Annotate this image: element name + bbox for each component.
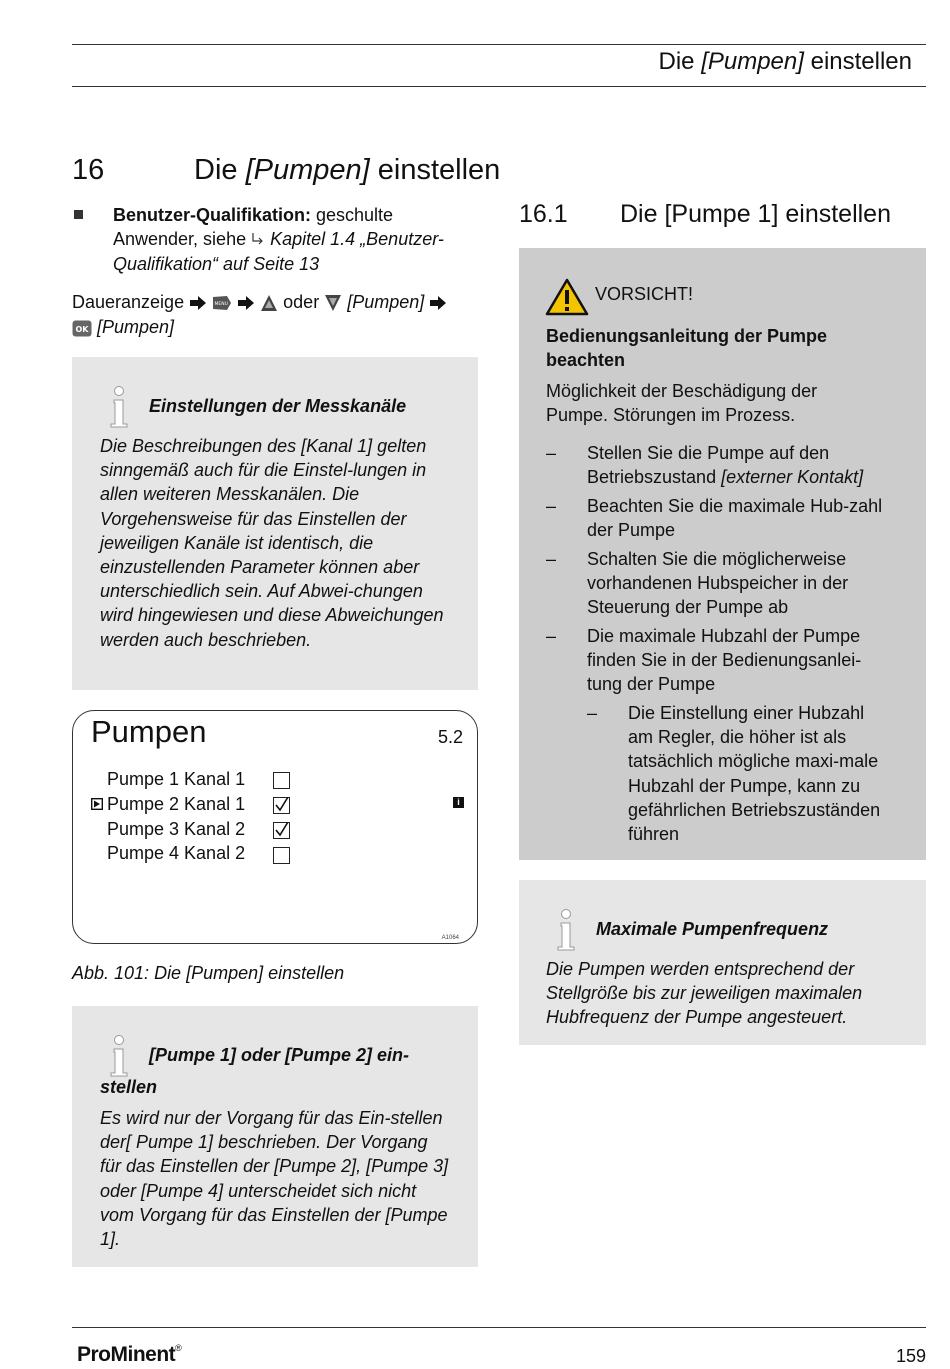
caution-subheading: Bedienungsanleitung der Pumpe beachten [546, 326, 828, 371]
qualification-paragraph: Benutzer-Qualifikation: geschulte Anwender, siehe Kapitel 1.4 „Benutzer-Qualifikation“ auf Seite 13 [113, 205, 444, 274]
down-key-icon [324, 294, 342, 312]
checkmark-icon [274, 797, 289, 812]
list-dash: – [546, 626, 557, 646]
caution-sub-item: Die Einstellung einer Hubzahl am Regler, die höher ist als tatsächlich mögliche maxi-male Hubzahl der Pumpe, kann zu gefährlichen Betriebszuständen führen [628, 703, 881, 845]
list-dash: – [546, 496, 557, 516]
svg-text:OK: OK [75, 324, 89, 334]
selection-cursor-icon [91, 798, 103, 810]
caution-box [519, 248, 926, 860]
chapter-link[interactable]: Kapitel 1.4 „Benutzer-Qualifikation“ auf Seite 13 [113, 229, 444, 274]
section-title: Die [Pumpe 1] einstellen [620, 200, 891, 228]
display-title: Pumpen [91, 714, 207, 749]
caution-intro: Möglichkeit der Beschädigung der Pumpe. Störungen im Prozess. [546, 381, 818, 426]
info-note-pump-selection [72, 1006, 478, 1267]
page-number: 159 [895, 1346, 926, 1366]
caution-list-item: Beachten Sie die maximale Hub-zahl der Pumpe [587, 496, 883, 541]
caution-list-item: Die maximale Hubzahl der Pumpe finden Sie in der Bedienungsanlei-tung der Pumpe [587, 626, 862, 695]
note-body: Die Beschreibungen des [Kanal 1] gelten sinngemäß auch für die Einstel-lungen in allen weiteren Messkanälen. Die Vorgehensweise für das Einstellen der jeweiligen Kanäle ist identisch, die einzustellenden Parameter können aber unterschiedlich sein. Auf Abwei-chungen wird hingewiesen und diese Abweichungen werden auch beschrieben. [100, 436, 444, 650]
prominent-logo: ProMinent® [77, 1343, 182, 1366]
checkmark-icon [274, 822, 289, 837]
info-note-max-frequency [519, 880, 926, 1045]
pump-row[interactable]: Pumpe 4 Kanal 2 [107, 843, 246, 863]
note-body: Es wird nur der Vorgang für das Ein-stellen der[ Pumpe 1] beschrieben. Der Vorgang für das Einstellen der [Pumpe 2], [Pumpe 3] oder [Pumpe 4] unterscheidet sich nicht vom Vorgang für das Einstellen der [Pumpe 1]. [100, 1108, 449, 1250]
note-body: Die Pumpen werden entsprechend der Stellgröße bis zur jeweiligen maximalen Hubfrequenz der Pumpe angesteuert. [546, 959, 863, 1028]
section-number: 16.1 [519, 200, 568, 228]
info-icon [108, 386, 132, 428]
checkbox-checked[interactable] [273, 797, 290, 814]
menu-key-icon [212, 295, 232, 311]
list-dash: – [587, 703, 598, 723]
note-heading: Einstellungen der Messkanäle [149, 396, 407, 416]
header-bottom-rule [72, 86, 926, 87]
figure-code: A1064 [441, 935, 459, 941]
note-heading: Maximale Pumpenfrequenz [596, 919, 829, 939]
checkbox-unchecked[interactable] [273, 772, 290, 789]
note-heading: [Pumpe 1] oder [Pumpe 2] ein-stellen [100, 1045, 410, 1097]
figure-caption: Abb. 101: Die [Pumpen] einstellen [72, 963, 345, 983]
caution-list-item: Stellen Sie die Pumpe auf den Betriebszustand [externer Kontakt] [587, 443, 864, 488]
list-dash: – [546, 549, 557, 569]
chapter-title: Die [Pumpen] einstellen [194, 154, 501, 186]
checkbox-checked[interactable] [273, 822, 290, 839]
pump-row[interactable]: Pumpe 3 Kanal 2 [107, 819, 246, 839]
info-note-measurement-channels [72, 357, 478, 690]
arrow-right-icon [237, 296, 255, 310]
navigation-path: Daueranzeige MENU oder [Pumpen] OK [Pumpen] [72, 290, 477, 340]
bullet-square-icon [74, 210, 83, 219]
ok-key-icon [72, 320, 92, 337]
checkbox-unchecked[interactable] [273, 847, 290, 864]
chapter-number: 16 [72, 154, 105, 186]
arrow-right-icon [189, 296, 207, 310]
header-top-rule [72, 44, 926, 45]
running-header: Die [Pumpen] einstellen [658, 48, 912, 75]
warning-triangle-icon [545, 278, 589, 316]
caution-list-item: Schalten Sie die möglicherweise vorhandenen Hubspeicher in der Steuerung der Pumpe ab [587, 549, 849, 618]
list-dash: – [546, 443, 557, 463]
pump-row[interactable]: Pumpe 2 Kanal 1 [107, 794, 246, 814]
info-icon [555, 909, 579, 951]
up-key-icon [260, 294, 278, 312]
pumps-display-screen [72, 710, 478, 944]
display-menu-number: 5.2 [437, 727, 463, 747]
info-badge-icon: i [453, 797, 464, 808]
footer-rule [72, 1327, 926, 1328]
arrow-link-icon [251, 232, 265, 246]
arrow-right-icon [429, 296, 447, 310]
caution-label: VORSICHT! [595, 284, 694, 304]
svg-text:MENU: MENU [214, 302, 228, 308]
pump-row[interactable]: Pumpe 1 Kanal 1 [107, 769, 246, 789]
